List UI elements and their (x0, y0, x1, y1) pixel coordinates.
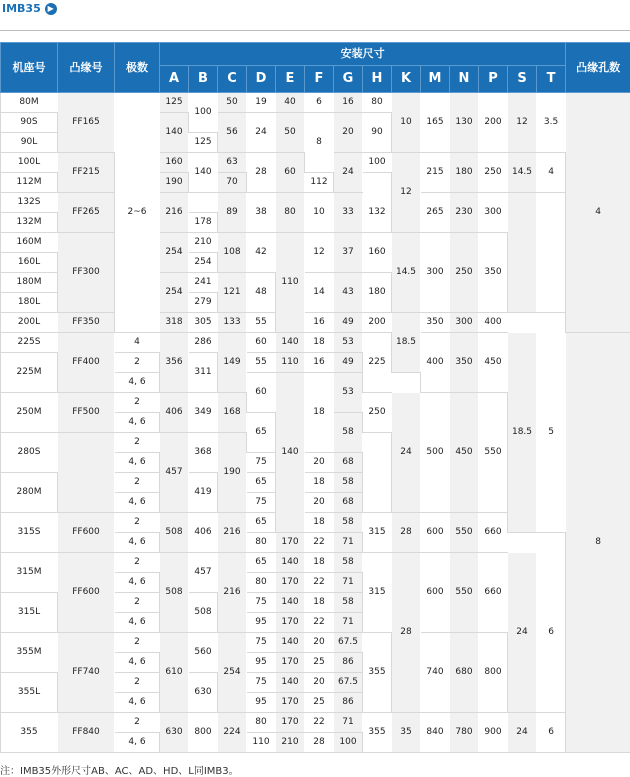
cell-F: 22 (305, 613, 334, 633)
cell-F: 18 (305, 593, 334, 613)
cell-D: 65 (247, 553, 276, 573)
cell-G: 53 (334, 333, 363, 353)
cell-G: 58 (334, 593, 363, 613)
table-row (1, 553, 630, 573)
header-dim: P (479, 66, 508, 93)
cell-D: 65 (247, 473, 276, 493)
table-row (1, 713, 630, 733)
cell-frame: 160L (1, 253, 58, 273)
cell-B: 508 (189, 593, 218, 633)
cell-N: 130 (450, 93, 479, 153)
cell-F: 18 (305, 513, 334, 533)
header-dim: G (334, 66, 363, 93)
cell-F: 10 (305, 193, 334, 233)
cell-E: 140 (276, 333, 305, 353)
footnote: 注：IMB35外形尺寸AB、AC、AD、HD、L同IMB3。 (0, 766, 239, 777)
cell-B: 349 (189, 393, 218, 433)
cell-F: 28 (305, 733, 334, 753)
cell-A: 254 (160, 233, 189, 273)
cell-E: 170 (276, 693, 305, 713)
cell-frame: 355M (1, 633, 58, 673)
cell-D: 95 (247, 693, 276, 713)
divider (0, 30, 630, 31)
cell-flange: FF300 (58, 233, 115, 313)
cell-F: 16 (305, 313, 334, 333)
cell-D: 80 (247, 713, 276, 733)
cell-holes: 8 (566, 333, 630, 753)
cell-D: 28 (247, 153, 276, 193)
cell-A: 160 (160, 153, 189, 173)
cell-S: 18.5 (508, 333, 537, 533)
cell-frame: 132M (1, 213, 58, 233)
cell-P: 660 (479, 513, 508, 553)
cell-E: 170 (276, 613, 305, 633)
cell-G: 67.5 (334, 633, 363, 653)
cell-G: 71 (334, 613, 363, 633)
cell-N: 550 (450, 553, 479, 633)
cell-flange: FF265 (58, 193, 115, 233)
cell-C: 216 (218, 513, 247, 553)
cell-frame: 132S (1, 193, 58, 213)
cell-S: 12 (508, 93, 537, 153)
cell-F: 20 (305, 453, 334, 473)
cell-B: 311 (189, 353, 218, 393)
cell-N: 300 (450, 313, 479, 333)
cell-M: 400 (421, 333, 450, 393)
cell-N: 350 (450, 333, 479, 393)
cell-E: 60 (276, 153, 305, 193)
cell-M: 265 (421, 193, 450, 233)
cell-A: 190 (160, 173, 189, 193)
cell-D: 75 (247, 593, 276, 613)
cell-T: 6 (537, 553, 566, 713)
cell-A: 140 (160, 113, 189, 153)
cell-frame: 355 (1, 713, 58, 753)
cell-C: 216 (218, 553, 247, 633)
cell-G: 68 (334, 493, 363, 513)
cell-D: 48 (247, 273, 276, 313)
cell-P: 660 (479, 553, 508, 633)
cell-C: 70 (218, 173, 247, 193)
cell-B: 286 (189, 333, 218, 353)
cell-H: 160 (363, 233, 392, 273)
cell-E: 80 (276, 193, 305, 233)
cell-poles: 2~6 (115, 93, 160, 333)
header-dim: E (276, 66, 305, 93)
cell-E: 110 (276, 353, 305, 373)
header-flange: 凸缘号 (58, 43, 115, 93)
cell-A: 508 (160, 513, 189, 553)
header-poles: 极数 (115, 43, 160, 93)
cell-N: 550 (450, 513, 479, 553)
cell-N: 680 (450, 633, 479, 713)
header-dim: K (392, 66, 421, 93)
cell-T: 4 (537, 153, 566, 193)
cell-G: 58 (334, 553, 363, 573)
cell-P: 400 (479, 313, 508, 333)
cell-M: 740 (421, 633, 450, 713)
cell-C: 56 (218, 113, 247, 153)
cell-N: 250 (450, 233, 479, 313)
cell-frame: 315S (1, 513, 58, 553)
cell-G: 58 (334, 413, 363, 453)
cell-D: 95 (247, 653, 276, 673)
cell-F: 8 (305, 113, 334, 173)
header-dim: M (421, 66, 450, 93)
cell-H: 180 (363, 273, 392, 313)
cell-F: 22 (305, 573, 334, 593)
cell-poles: 4, 6 (115, 653, 160, 673)
cell-C: 149 (218, 333, 247, 393)
arrow-right-icon: ▶ (45, 3, 57, 15)
cell-C: 108 (218, 233, 247, 273)
cell-H: 200 (363, 313, 392, 333)
cell-D: 75 (247, 493, 276, 513)
cell-S: 24 (508, 553, 537, 713)
cell-H: 250 (363, 393, 392, 433)
cell-E: 140 (276, 673, 305, 693)
cell-D: 60 (247, 373, 276, 413)
cell-P: 250 (479, 153, 508, 193)
cell-P: 200 (479, 93, 508, 153)
header-dim: F (305, 66, 334, 93)
cell-D: 24 (247, 113, 276, 153)
cell-H: 100 (363, 153, 392, 173)
cell-C: 254 (218, 633, 247, 713)
cell-A: 216 (160, 193, 189, 233)
cell-N: 450 (450, 393, 479, 513)
header-dim: T (537, 66, 566, 93)
cell-poles: 4, 6 (115, 613, 160, 633)
cell-F: 18 (305, 373, 334, 453)
cell-F: 20 (305, 633, 334, 653)
cell-M: 350 (421, 313, 450, 333)
cell-S: 14.5 (508, 153, 537, 193)
cell-frame: 315L (1, 593, 58, 633)
cell-poles: 4, 6 (115, 373, 160, 393)
cell-frame: 180L (1, 293, 58, 313)
cell-E: 140 (276, 373, 305, 533)
cell-frame: 315M (1, 553, 58, 593)
cell-H: 90 (363, 113, 392, 153)
cell-E: 140 (276, 553, 305, 573)
header-dim: A (160, 66, 189, 93)
cell-H: 225 (363, 333, 392, 393)
cell-G: 71 (334, 533, 363, 553)
cell-B: 800 (189, 713, 218, 753)
header-dim: D (247, 66, 276, 93)
cell-flange: FF600 (58, 553, 115, 633)
cell-P: 300 (479, 193, 508, 233)
cell-M: 600 (421, 553, 450, 633)
cell-poles: 2 (115, 433, 160, 453)
cell-flange: FF400 (58, 333, 115, 393)
header-install-dims: 安装尺寸 (160, 43, 566, 66)
cell-P: 550 (479, 393, 508, 513)
cell-C: 50 (218, 93, 247, 113)
cell-H: 315 (363, 513, 392, 553)
cell-E: 140 (276, 633, 305, 653)
cell-B: 630 (189, 673, 218, 713)
cell-M: 300 (421, 233, 450, 313)
cell-frame: 200L (1, 313, 58, 333)
cell-E: 140 (276, 593, 305, 613)
cell-N: 230 (450, 193, 479, 233)
cell-F: 16 (305, 353, 334, 373)
cell-poles: 2 (115, 513, 160, 533)
cell-frame: 225S (1, 333, 58, 353)
cell-F: 6 (305, 93, 334, 113)
cell-H: 355 (363, 713, 392, 753)
cell-G: 58 (334, 473, 363, 493)
cell-G: 33 (334, 193, 363, 233)
cell-G: 86 (334, 653, 363, 673)
cell-D: 55 (247, 313, 276, 333)
table-row (1, 193, 630, 213)
header-dim: B (189, 66, 218, 93)
cell-frame: 160M (1, 233, 58, 253)
cell-F: 20 (305, 493, 334, 513)
cell-H: 315 (363, 553, 392, 633)
cell-H: 355 (363, 633, 392, 713)
cell-poles: 2 (115, 713, 160, 733)
header-frame: 机座号 (1, 43, 58, 93)
cell-poles: 2 (115, 593, 160, 613)
cell-frame: 90L (1, 133, 58, 153)
cell-poles: 2 (115, 553, 160, 573)
cell-N: 780 (450, 713, 479, 753)
dimension-table (0, 42, 630, 753)
cell-E: 170 (276, 653, 305, 673)
cell-T: 6 (537, 713, 566, 753)
cell-C: 89 (218, 193, 247, 233)
cell-B: 368 (189, 433, 218, 473)
cell-P: 900 (479, 713, 508, 753)
cell-F: 20 (305, 673, 334, 693)
header-dim: C (218, 66, 247, 93)
cell-E: 110 (276, 233, 305, 333)
cell-P: 350 (479, 233, 508, 313)
cell-F: 12 (305, 233, 334, 273)
cell-C: 224 (218, 713, 247, 753)
cell-E: 170 (276, 573, 305, 593)
cell-B: 241 (189, 273, 218, 293)
cell-K: 24 (392, 393, 421, 513)
cell-A: 356 (160, 333, 189, 393)
cell-frame: 112M (1, 173, 58, 193)
cell-B: 457 (189, 553, 218, 593)
cell-poles: 4, 6 (115, 693, 160, 713)
cell-F: 25 (305, 693, 334, 713)
cell-B: 419 (189, 473, 218, 513)
section-title-text: IMB35 (2, 2, 41, 15)
cell-K: 12 (392, 153, 421, 233)
cell-B: 140 (189, 153, 218, 193)
cell-holes: 4 (566, 93, 630, 333)
cell-B: 178 (189, 213, 218, 233)
cell-flange: FF500 (58, 393, 115, 433)
cell-E: 170 (276, 713, 305, 733)
cell-flange: FF840 (58, 713, 115, 753)
cell-poles: 4, 6 (115, 413, 160, 433)
cell-F: 18 (305, 553, 334, 573)
cell-T: 3.5 (537, 93, 566, 153)
cell-B: 305 (189, 313, 218, 333)
cell-E: 50 (276, 113, 305, 153)
cell-frame: 100L (1, 153, 58, 173)
cell-T: 5 (537, 333, 566, 533)
cell-F: 25 (305, 653, 334, 673)
cell-B: 125 (189, 133, 218, 153)
cell-D: 65 (247, 513, 276, 533)
cell-P: 450 (479, 333, 508, 393)
cell-G: 16 (334, 93, 363, 113)
table-row (1, 93, 630, 113)
cell-K: 35 (392, 713, 421, 753)
cell-B: 100 (189, 93, 218, 133)
cell-poles: 4, 6 (115, 533, 160, 553)
cell-G: 24 (334, 153, 363, 193)
cell-D: 19 (247, 93, 276, 113)
cell-D: 110 (247, 733, 276, 753)
cell-D: 38 (247, 193, 276, 233)
cell-frame: 250M (1, 393, 58, 433)
cell-poles: 4, 6 (115, 573, 160, 593)
cell-C: 190 (218, 433, 247, 513)
cell-D: 60 (247, 333, 276, 353)
cell-K: 10 (392, 93, 421, 153)
cell-K: 28 (392, 553, 421, 713)
cell-G: 71 (334, 573, 363, 593)
table-row (1, 333, 630, 353)
cell-H: 132 (363, 193, 392, 233)
cell-frame: 355L (1, 673, 58, 713)
cell-poles: 2 (115, 393, 160, 413)
cell-G: 67.5 (334, 673, 363, 693)
header-dim: N (450, 66, 479, 93)
cell-G: 71 (334, 713, 363, 733)
cell-F: 14 (305, 273, 334, 313)
cell-C: 63 (218, 153, 247, 173)
cell-G: 100 (334, 733, 363, 753)
cell-B: 279 (189, 293, 218, 313)
cell-D: 75 (247, 453, 276, 473)
table-row (1, 313, 630, 333)
section-title (0, 0, 57, 17)
cell-frame: 80M (1, 93, 58, 113)
cell-D: 42 (247, 233, 276, 273)
cell-K: 28 (392, 513, 421, 553)
cell-flange: FF600 (58, 513, 115, 553)
cell-A: 610 (160, 633, 189, 713)
cell-A: 254 (160, 273, 189, 313)
cell-E: 210 (276, 733, 305, 753)
cell-G: 58 (334, 513, 363, 533)
cell-M: 500 (421, 393, 450, 513)
cell-F: 18 (305, 473, 334, 493)
cell-A: 508 (160, 553, 189, 633)
cell-G: 68 (334, 453, 363, 473)
cell-frame: 90S (1, 113, 58, 133)
cell-N: 180 (450, 153, 479, 193)
cell-flange: FF215 (58, 153, 115, 193)
cell-C: 168 (218, 393, 247, 433)
cell-G: 43 (334, 273, 363, 313)
cell-C: 133 (218, 313, 247, 333)
cell-D: 65 (247, 413, 276, 453)
cell-G: 20 (334, 113, 363, 153)
cell-frame: 180M (1, 273, 58, 293)
cell-G: 49 (334, 353, 363, 373)
cell-flange: FF165 (58, 93, 115, 153)
cell-H: 80 (363, 93, 392, 113)
header-flange-holes: 凸缘孔数 (566, 43, 630, 93)
cell-F: 22 (305, 533, 334, 553)
cell-K: 18.5 (392, 313, 421, 373)
cell-A: 406 (160, 393, 189, 433)
cell-B: 210 (189, 233, 218, 253)
cell-frame: 280M (1, 473, 58, 513)
cell-M: 165 (421, 93, 450, 153)
cell-D: 55 (247, 353, 276, 373)
cell-M: 215 (421, 153, 450, 193)
cell-flange: FF350 (58, 313, 115, 333)
cell-M: 600 (421, 513, 450, 553)
cell-B: 560 (189, 633, 218, 673)
cell-A: 318 (160, 313, 189, 333)
cell-A: 630 (160, 713, 189, 753)
cell-G: 37 (334, 233, 363, 273)
cell-F: 18 (305, 333, 334, 353)
cell-frame: 280S (1, 433, 58, 473)
cell-C: 121 (218, 273, 247, 313)
cell-G: 86 (334, 693, 363, 713)
cell-poles: 4, 6 (115, 733, 160, 753)
cell-G: 49 (334, 313, 363, 333)
cell-poles: 2 (115, 473, 160, 493)
cell-A: 125 (160, 93, 189, 113)
cell-poles: 4, 6 (115, 493, 160, 513)
cell-B: 406 (189, 513, 218, 553)
cell-P: 800 (479, 633, 508, 713)
cell-poles: 4 (115, 333, 160, 353)
cell-poles: 2 (115, 633, 160, 653)
cell-K: 14.5 (392, 233, 421, 313)
cell-H: 112 (305, 173, 334, 193)
cell-poles: 4, 6 (115, 453, 160, 473)
cell-D: 95 (247, 613, 276, 633)
cell-G: 53 (334, 373, 363, 413)
cell-B: 254 (189, 253, 218, 273)
cell-flange: FF740 (58, 633, 115, 713)
cell-S: 24 (508, 713, 537, 753)
header-dim: H (363, 66, 392, 93)
cell-D: 75 (247, 673, 276, 693)
cell-poles: 2 (115, 353, 160, 373)
cell-E: 170 (276, 533, 305, 553)
cell-A: 457 (160, 433, 189, 513)
header-dim: S (508, 66, 537, 93)
cell-frame: 225M (1, 353, 58, 393)
cell-M: 840 (421, 713, 450, 753)
cell-F: 22 (305, 713, 334, 733)
cell-poles: 2 (115, 673, 160, 693)
cell-E: 40 (276, 93, 305, 113)
cell-D: 75 (247, 633, 276, 653)
cell-D: 80 (247, 573, 276, 593)
cell-D: 80 (247, 533, 276, 553)
